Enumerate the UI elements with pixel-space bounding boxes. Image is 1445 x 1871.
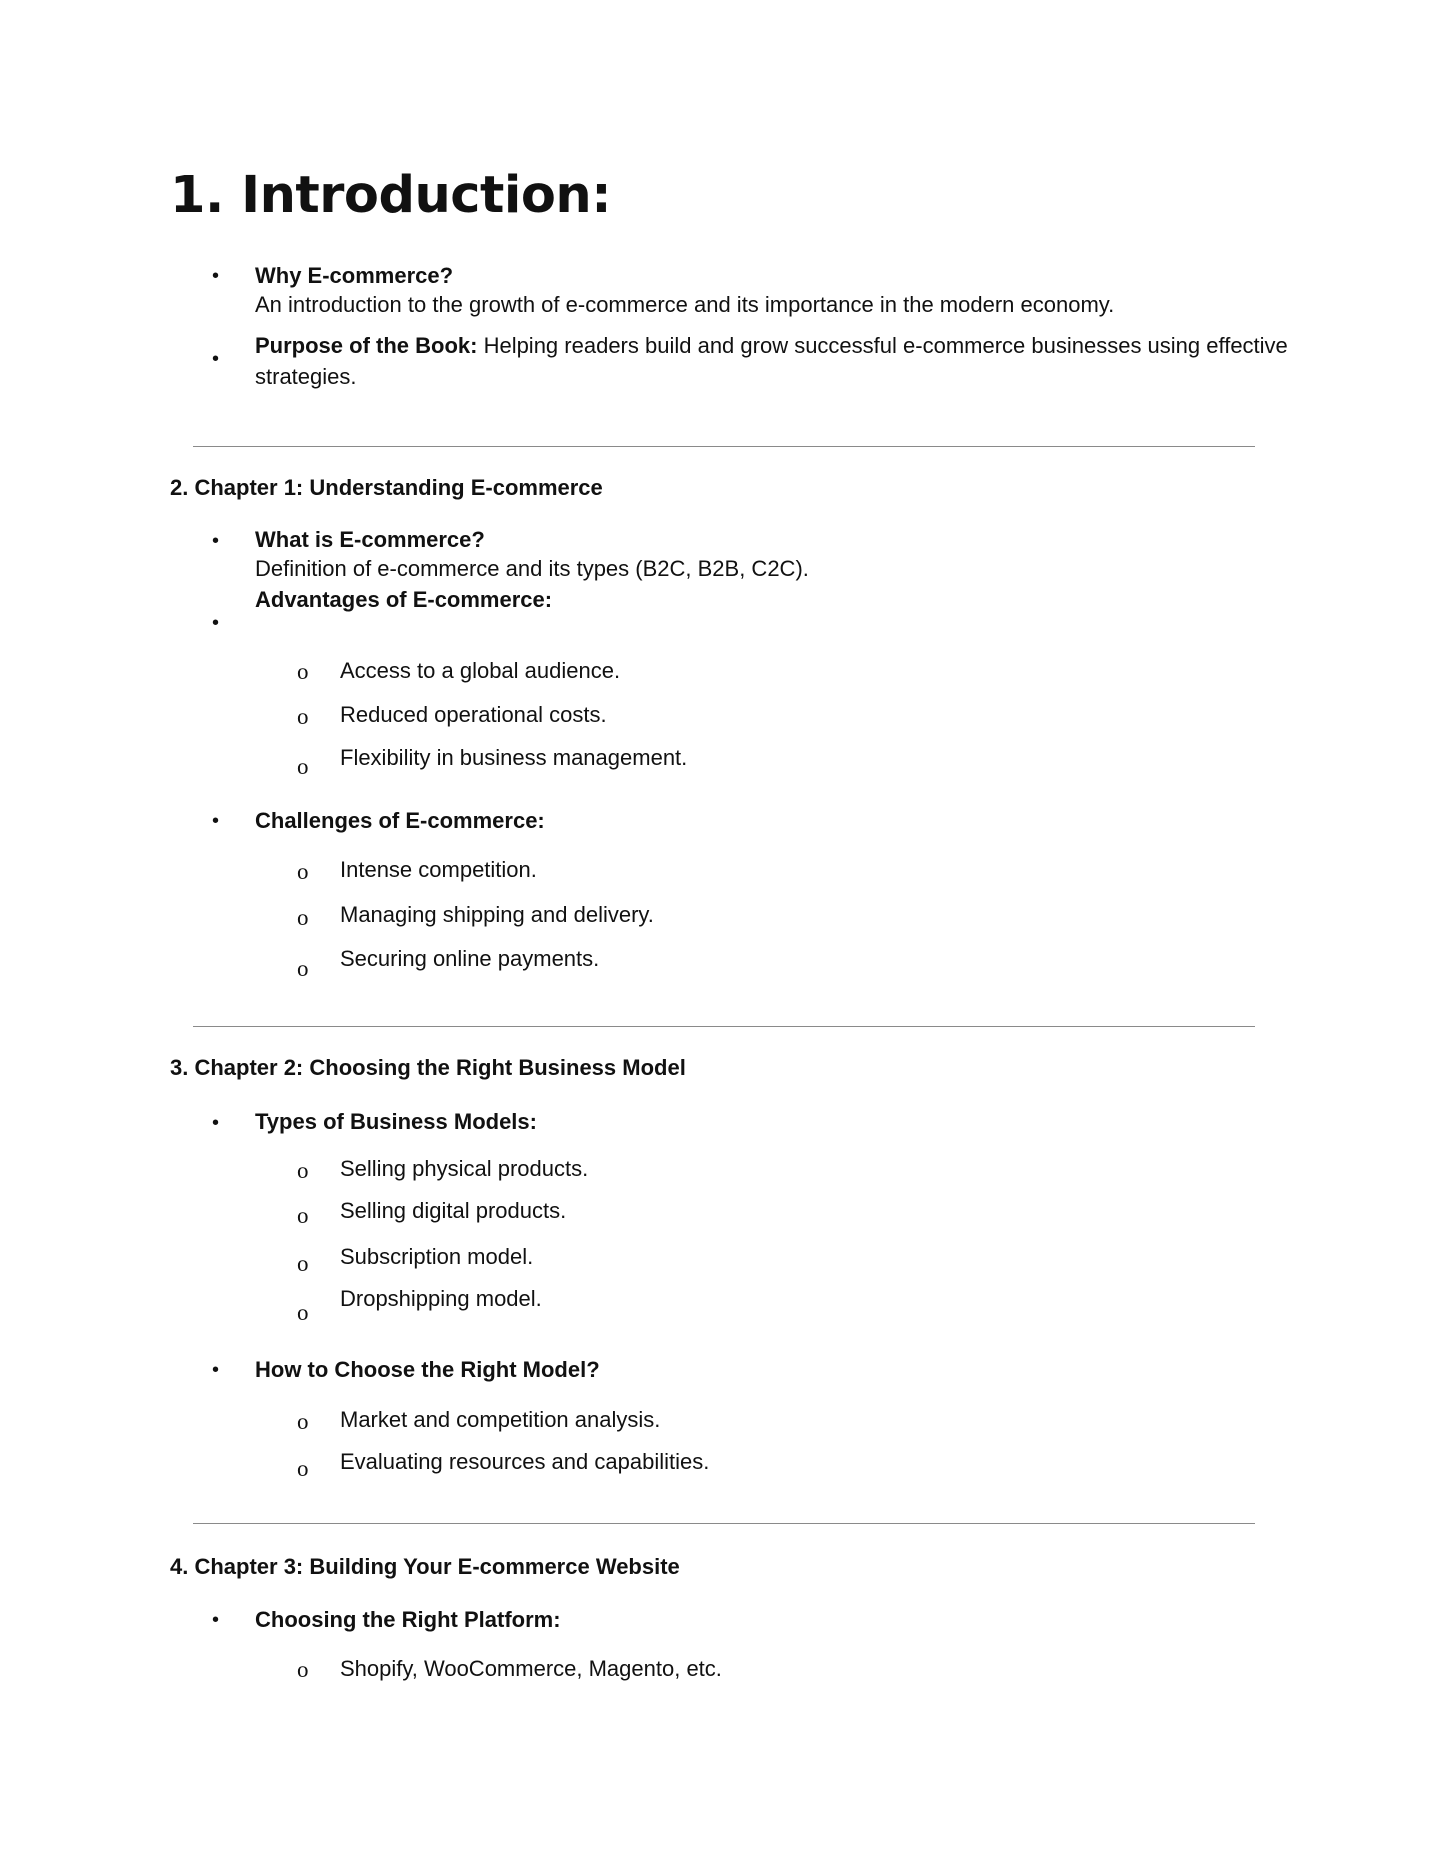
business-model-types-label: Types of Business Models: — [255, 1109, 537, 1134]
sub-bullet-glyph: o — [297, 859, 309, 884]
bullet-glyph: • — [212, 1359, 220, 1381]
challenge-item: Securing online payments. — [340, 946, 600, 971]
section-divider — [193, 1026, 1255, 1027]
challenges-label: Challenges of E-commerce: — [255, 808, 545, 833]
what-is-ecommerce-label: What is E-commerce? — [255, 527, 485, 552]
advantage-item: Flexibility in business management. — [340, 745, 688, 770]
section-divider — [193, 1523, 1255, 1524]
choose-model-item: Market and competition analysis. — [340, 1407, 661, 1432]
business-model-item: Selling physical products. — [340, 1156, 589, 1181]
choose-model-item: Evaluating resources and capabilities. — [340, 1449, 710, 1474]
advantage-item: Reduced operational costs. — [340, 702, 607, 727]
business-model-item: Selling digital products. — [340, 1198, 567, 1223]
chapter-2-heading: 3. Chapter 2: Choosing the Right Business Model — [170, 1055, 686, 1080]
purpose-label: Purpose of the Book: — [255, 333, 478, 358]
business-model-item: Subscription model. — [340, 1244, 534, 1269]
purpose-line — [255, 333, 1288, 359]
why-ecommerce-label: Why E-commerce? — [255, 263, 454, 288]
sub-bullet-glyph: o — [297, 1657, 309, 1682]
sub-bullet-glyph: o — [297, 704, 309, 729]
advantages-label: Advantages of E-commerce: — [255, 587, 553, 612]
page-title: 1. Introduction: — [170, 166, 612, 225]
sub-bullet-glyph: o — [297, 659, 309, 684]
sub-bullet-glyph: o — [297, 1203, 309, 1228]
chapter-3-heading: 4. Chapter 3: Building Your E-commerce Website — [170, 1554, 680, 1579]
sub-bullet-glyph: o — [297, 754, 309, 779]
what-is-ecommerce-text: Definition of e-commerce and its types (B2C, B2B, C2C). — [255, 556, 809, 581]
bullet-glyph: • — [212, 348, 220, 370]
bullet-glyph: • — [212, 530, 220, 552]
platform-label: Choosing the Right Platform: — [255, 1607, 561, 1632]
bullet-glyph: • — [212, 612, 220, 634]
bullet-glyph: • — [212, 1112, 220, 1134]
challenge-item: Managing shipping and delivery. — [340, 902, 654, 927]
choose-model-label: How to Choose the Right Model? — [255, 1357, 600, 1382]
sub-bullet-glyph: o — [297, 1456, 309, 1481]
challenge-item: Intense competition. — [340, 857, 537, 882]
chapter-1-heading: 2. Chapter 1: Understanding E-commerce — [170, 475, 603, 500]
bullet-glyph: • — [212, 1609, 220, 1631]
sub-bullet-glyph: o — [297, 1158, 309, 1183]
sub-bullet-glyph: o — [297, 1409, 309, 1434]
bullet-glyph: • — [212, 265, 220, 287]
platform-item: Shopify, WooCommerce, Magento, etc. — [340, 1656, 722, 1681]
sub-bullet-glyph: o — [297, 956, 309, 981]
section-divider — [193, 446, 1255, 447]
advantage-item: Access to a global audience. — [340, 658, 621, 683]
bullet-glyph: • — [212, 810, 220, 832]
purpose-text: Helping readers build and grow successful e-commerce businesses using effective — [477, 333, 1288, 358]
why-ecommerce-text: An introduction to the growth of e-commerce and its importance in the modern economy. — [255, 292, 1115, 317]
sub-bullet-glyph: o — [297, 1300, 309, 1325]
business-model-item: Dropshipping model. — [340, 1286, 542, 1311]
sub-bullet-glyph: o — [297, 905, 309, 930]
sub-bullet-glyph: o — [297, 1251, 309, 1276]
purpose-text-continued: strategies. — [255, 364, 357, 389]
